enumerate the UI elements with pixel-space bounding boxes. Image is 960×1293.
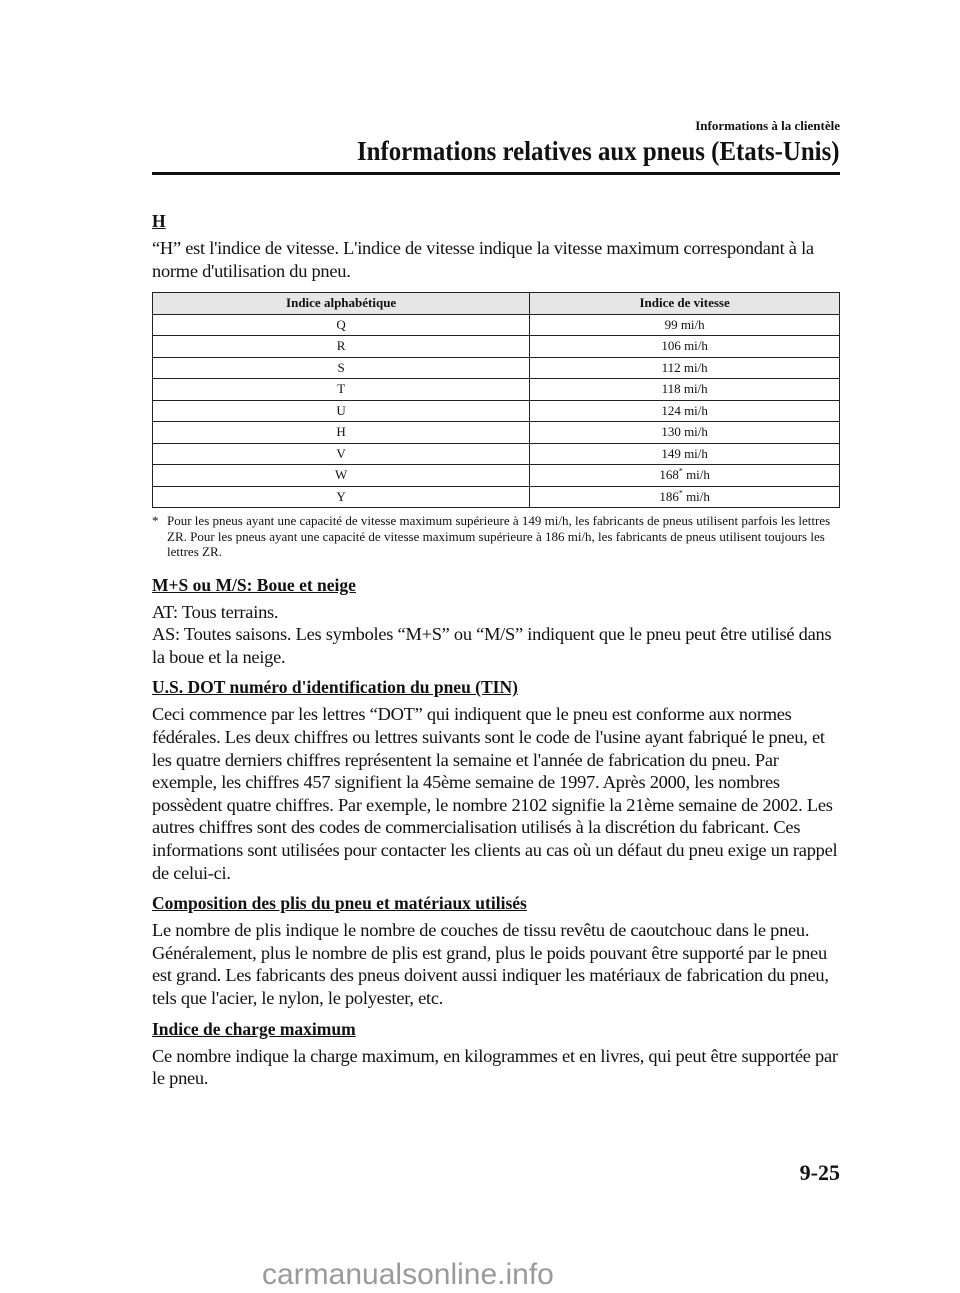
letter-cell: R: [153, 336, 530, 358]
footnote-marker: *: [152, 513, 159, 529]
speed-cell: [530, 314, 840, 336]
heading-load: Indice de charge maximum: [152, 1018, 356, 1039]
footnote-ref: *: [678, 467, 683, 477]
speed-cell: [530, 422, 840, 444]
heading-plies: Composition des plis du pneu et matériaux utilisés: [152, 893, 527, 914]
watermark[interactable]: carmanualsonline.info: [262, 1258, 554, 1291]
table-row: [153, 422, 840, 444]
column-header: Indice de vitesse: [530, 293, 840, 315]
speed-cell: [530, 379, 840, 401]
paragraph-plies: Le nombre de plis indique le nombre de couches de tissu revêtu de caoutchouc dans le pneu. Généralement, plus le nombre de plis est grand, plus le poids pouvant être supporté par le pneu est grand. Les fabricants des pneus doivent aussi indiquer les matériaux de fabrication du pneu, tels que l'acier, le nylon, le polyester, etc.: [152, 920, 829, 1008]
speed-value: 168: [659, 467, 679, 483]
letter-cell: Y: [153, 486, 530, 508]
speed-cell: [530, 465, 840, 487]
speed-value: 186: [659, 488, 679, 504]
speed-value: 118 mi/h: [661, 381, 708, 397]
letter-cell: T: [153, 379, 530, 401]
letter-cell: W: [153, 465, 530, 487]
speed-cell: [530, 400, 840, 422]
footnote-text: Pour les pneus ayant une capacité de vitesse maximum supérieure à 149 mi/h, les fabricants de pneus utilisent parfois les lettres ZR. Pour les pneus ayant une capacité de vitesse maximum supérieure à 186 mi/h, les fabricants de pneus utilisent toujours les lettres ZR.: [167, 513, 831, 560]
paragraph-as: AS: Toutes saisons. Les symboles “M+S” ou “M/S” indiquent que le pneu peut être utilisé dans la boue et la neige.: [152, 624, 832, 667]
paragraph-load: Ce nombre indique la charge maximum, en kilogrammes et en livres, qui peut être supportée par le pneu.: [152, 1045, 838, 1089]
heading-h: H: [152, 211, 166, 231]
column-header: Indice alphabétique: [153, 293, 530, 315]
paragraph-h: “H” est l'indice de vitesse. L'indice de vitesse indique la vitesse maximum correspondant à la norme d'utilisation du pneu.: [152, 238, 814, 281]
speed-cell: [530, 486, 840, 508]
speed-unit: mi/h: [682, 467, 710, 483]
letter-cell: S: [153, 357, 530, 379]
page-title: Informations relatives aux pneus (Etats-Unis): [357, 136, 840, 166]
letter-cell: H: [153, 422, 530, 444]
footnote-ref: *: [678, 488, 683, 498]
table-row: [153, 465, 840, 487]
table-row: [153, 400, 840, 422]
speed-cell: [530, 336, 840, 358]
letter-cell: U: [153, 400, 530, 422]
speed-index-table: [152, 292, 840, 508]
speed-value: 112 mi/h: [661, 359, 708, 375]
speed-value: 99 mi/h: [664, 316, 705, 332]
page-number: 9-25: [799, 1160, 840, 1185]
letter-cell: V: [153, 443, 530, 465]
speed-cell: [530, 443, 840, 465]
table-row: [153, 314, 840, 336]
letter-cell: Q: [153, 314, 530, 336]
table-row: [153, 379, 840, 401]
table-row: [153, 486, 840, 508]
header-divider: [152, 172, 840, 175]
heading-ms: M+S ou M/S: Boue et neige: [152, 574, 356, 595]
speed-value: 149 mi/h: [661, 445, 708, 461]
table-row: [153, 357, 840, 379]
table-row: [153, 443, 840, 465]
speed-value: 106 mi/h: [661, 338, 708, 354]
speed-cell: [530, 357, 840, 379]
table-row: [153, 336, 840, 358]
speed-value: 124 mi/h: [661, 402, 708, 418]
speed-unit: mi/h: [682, 488, 710, 504]
section-label: Informations à la clientèle: [695, 118, 840, 133]
paragraph-at: AT: Tous terrains.: [152, 601, 279, 622]
paragraph-dot: Ceci commence par les lettres “DOT” qui indiquent que le pneu est conforme aux normes fédérales. Les deux chiffres ou lettres suivants sont le code de l'usine ayant fabriqué le pneu, et les quatre derniers chiffres représentent la semaine et l'année de fabrication du pneu. Par exemple, les chiffres 457 signifient la 45ème semaine de 1997. Après 2000, les nombres possèdent quatre chiffres. Par exemple, le nombre 2102 signifie la 21ème semaine de 2002. Les autres chiffres sont des codes de commercialisation utilisés à la discrétion du fabricant. Ces informations sont utilisées pour contacter les clients au cas où un défaut du pneu exige un rappel de celui-ci.: [152, 704, 838, 883]
footnote: [152, 513, 840, 560]
heading-dot: U.S. DOT numéro d'identification du pneu (TIN): [152, 677, 518, 698]
speed-value: 130 mi/h: [661, 424, 708, 440]
page-content: [152, 210, 844, 1090]
